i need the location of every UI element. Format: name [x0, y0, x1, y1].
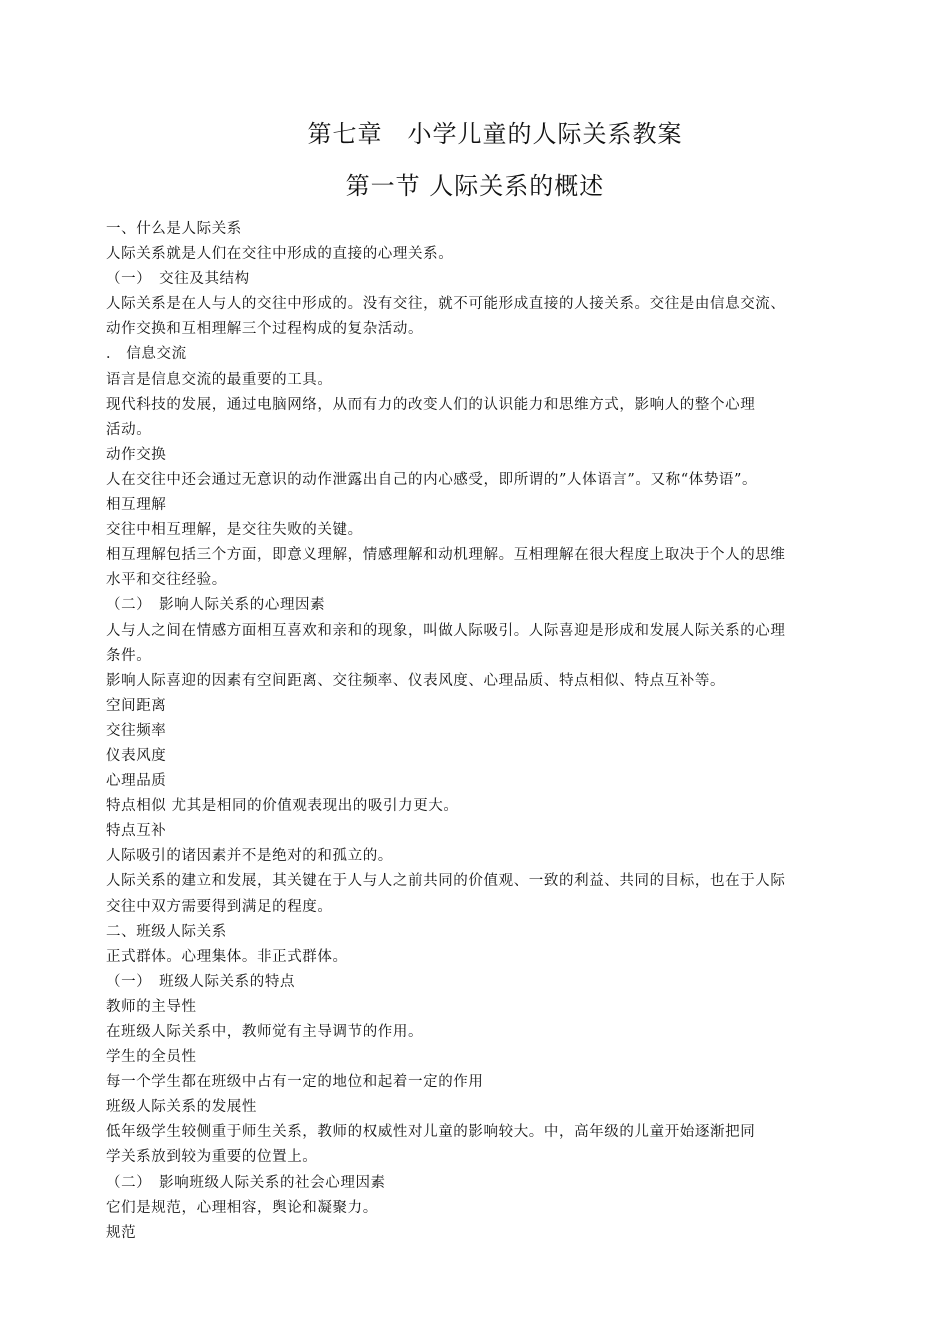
- heading-what-is-relationship: 一、什么是人际关系: [106, 221, 242, 237]
- list-item-student-inclusion: 学生的全员性: [106, 1049, 197, 1066]
- heading-class-relationship: 二、班级人际关系: [106, 923, 227, 940]
- list-item-psychological-quality: 心理品质: [106, 773, 167, 790]
- paragraph-line: 人际关系的建立和发展，其关键在于人与人之前共同的价值观、一致的利益、共同的目标，也在于人际: [106, 873, 786, 890]
- list-item-norms: 规范: [106, 1224, 137, 1241]
- paragraph-line: 低年级学生较侧重于师生关系，教师的权威性对儿童的影响较大。中，高年级的儿童开始逐渐把同: [106, 1124, 756, 1141]
- paragraph-line: 人与人之间在情感方面相互喜欢和亲和的现象，叫做人际吸引。人际喜迎是形成和发展人际关系的心理: [106, 622, 786, 639]
- subheading-social-factors: （二） 影响班级人际关系的社会心理因素: [106, 1174, 386, 1191]
- paragraph-line: 动作交换和互相理解三个过程构成的复杂活动。: [106, 321, 424, 338]
- document-body: [106, 217, 854, 1246]
- paragraph-line: 人际关系是在人与人的交往中形成的。没有交往，就不可能形成直接的人接关系。交往是由信息交流、: [106, 296, 786, 313]
- paragraph-line: 人际吸引的诸因素并不是绝对的和孤立的。: [106, 848, 393, 865]
- subheading-communication-structure: （一） 交往及其结构: [106, 271, 250, 288]
- paragraph-line: 现代科技的发展，通过电脑网络，从而有力的改变人们的认识能力和思维方式，影响人的整个心理: [106, 396, 756, 413]
- paragraph-line: 相互理解包括三个方面，即意义理解，情感理解和动机理解。互相理解在很大程度上取决于个人的思维: [106, 547, 786, 564]
- list-item-similarity: 特点相似 尤其是相同的价值观表现出的吸引力更大。: [106, 798, 459, 815]
- chapter-title: 第七章 小学儿童的人际关系教案: [307, 120, 683, 148]
- list-item-development: 班级人际关系的发展性: [106, 1099, 257, 1116]
- subheading-psychological-factors: （二） 影响人际关系的心理因素: [106, 597, 326, 614]
- paragraph-line: 语言是信息交流的最重要的工具。: [106, 371, 333, 388]
- subheading-class-features: （一） 班级人际关系的特点: [106, 973, 296, 990]
- paragraph-line: 正式群体。心理集体。非正式群体。: [106, 948, 348, 965]
- list-item-spatial-distance: 空间距离: [106, 697, 167, 714]
- section-title: 第一节 人际关系的概述: [345, 172, 605, 200]
- paragraph-line: 影响人际喜迎的因素有空间距离、交往频率、仪表风度、心理品质、特点相似、特点互补等。: [106, 672, 726, 689]
- paragraph-line: 人际关系就是人们在交往中形成的直接的心理关系。: [106, 246, 454, 263]
- paragraph-line: 活动。: [106, 421, 152, 438]
- paragraph-line: 水平和交往经验。: [106, 572, 227, 589]
- list-item-action-exchange: 动作交换: [106, 446, 167, 463]
- list-item-information-exchange: ． 信息交流: [106, 346, 187, 363]
- paragraph-line: 交往中双方需要得到满足的程度。: [106, 898, 333, 915]
- paragraph-line: 每一个学生都在班级中占有一定的地位和起着一定的作用: [106, 1074, 484, 1091]
- list-item-teacher-leading: 教师的主导性: [106, 998, 197, 1015]
- paragraph-line: 交往中相互理解，是交往失败的关键。: [106, 522, 363, 539]
- paragraph-line: 人在交往中还会通过无意识的动作泄露出自己的内心感受，即所谓的”人体语言”。又称“体势语”。: [106, 471, 758, 488]
- list-item-interaction-frequency: 交往频率: [106, 722, 167, 739]
- list-item-mutual-understanding: 相互理解: [106, 497, 167, 514]
- list-item-appearance: 仪表风度: [106, 747, 167, 764]
- paragraph-line: 在班级人际关系中，教师觉有主导调节的作用。: [106, 1024, 424, 1040]
- paragraph-line: 条件。: [106, 647, 152, 664]
- paragraph-line: 它们是规范，心理相容，舆论和凝聚力。: [106, 1199, 378, 1216]
- paragraph-line: 学关系放到较为重要的位置上。: [106, 1149, 318, 1166]
- list-item-complementarity: 特点互补: [106, 823, 167, 840]
